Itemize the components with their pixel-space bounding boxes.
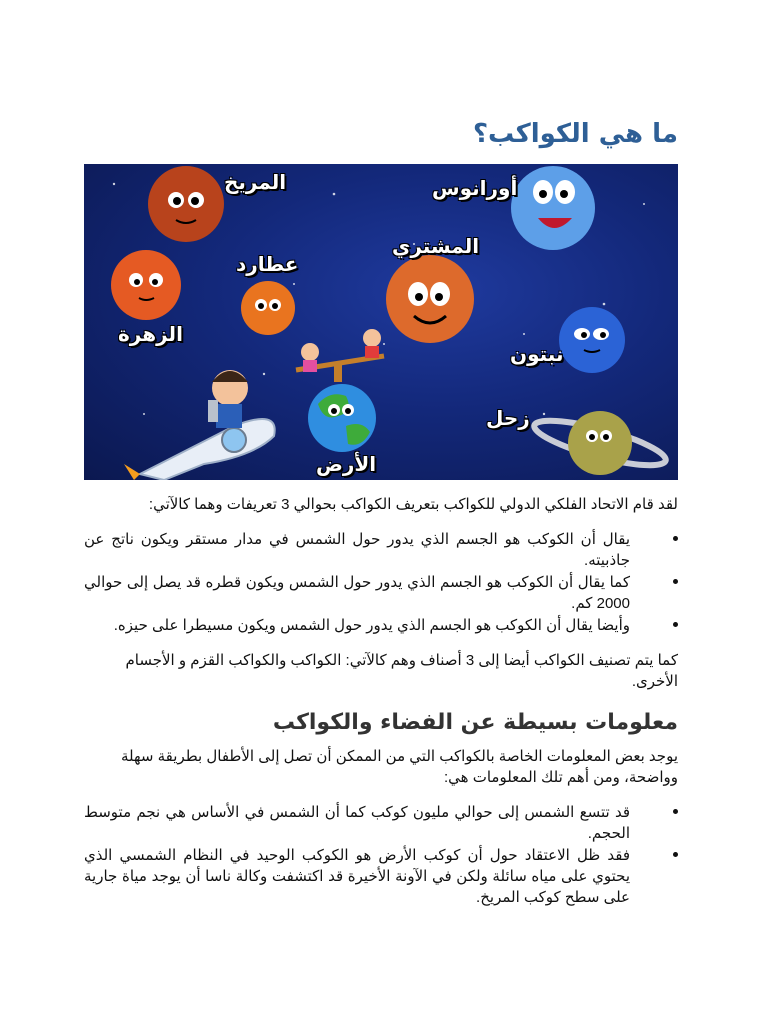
bullet-icon	[673, 579, 678, 584]
definitions-list	[84, 529, 678, 636]
earth-planet	[308, 384, 376, 452]
bullet-icon	[673, 536, 678, 541]
article-title: ما هي الكواكب؟	[472, 119, 678, 149]
intro-paragraph: لقد قام الاتحاد الفلكي الدولي للكواكب بتعريف الكواكب بحوالي 3 تعريفات وهما كالآتي:	[148, 496, 678, 513]
article	[84, 100, 678, 909]
label-neptune: نبتون	[510, 342, 564, 366]
list-item: فقد ظل الاعتقاد حول أن كوكب الأرض هو الكوكب الوحيد في النظام الشمسي الذي يحتوي على مياه سائلة ولكن في الآونة الأخيرة قد اكتشفت وكالة ناسا أن يوجد مياة جارية على سطح كوكب المريخ.	[84, 845, 652, 908]
label-jupiter: المشتري	[392, 234, 480, 258]
mars-planet	[148, 166, 224, 242]
section-intro-paragraph: يوجد بعض المعلومات الخاصة بالكواكب التي من الممكن أن تصل إلى الأطفال بطريقة سهلة وواضحة، ومن أهم تلك المعلومات هي:	[120, 748, 678, 786]
label-uranus: أورانوس	[432, 176, 518, 200]
uranus-planet	[511, 166, 595, 250]
rocket-boy	[124, 370, 275, 480]
list-item: قد تتسع الشمس إلى حوالي مليون كوكب كما أن الشمس في الأساس هي نجم متوسط الحجم.	[84, 802, 652, 844]
label-mars: المريخ	[224, 170, 287, 194]
bullet-icon	[673, 622, 678, 627]
label-saturn: زحل	[486, 406, 530, 430]
seesaw-kids	[296, 329, 384, 382]
label-venus: الزهرة	[118, 322, 183, 346]
label-earth: الأرض	[316, 452, 377, 476]
section-title: معلومات بسيطة عن الفضاء والكواكب	[272, 710, 678, 735]
bullet-icon	[673, 852, 678, 857]
label-mercury: عطارد	[236, 252, 299, 276]
planets-cartoon-image	[84, 164, 678, 480]
saturn-planet	[531, 411, 670, 475]
classification-paragraph: كما يتم تصنيف الكواكب أيضا إلى 3 أصناف وهم كالآتي: الكواكب والكواكب القزم و الأجسام الأخرى.	[125, 652, 678, 690]
venus-planet	[111, 250, 181, 320]
list-item: وأيضا يقال أن الكوكب هو الجسم الذي يدور حول الشمس ويكون مسيطرا على حيزه.	[84, 615, 652, 636]
neptune-planet	[559, 307, 625, 373]
mercury-planet	[241, 281, 295, 335]
bullet-icon	[673, 809, 678, 814]
list-item: يقال أن الكوكب هو الجسم الذي يدور حول الشمس في مدار مستقر ويكون ناتج عن جاذبيته.	[84, 529, 652, 571]
facts-list	[84, 802, 678, 908]
list-item: كما يقال أن الكوكب هو الجسم الذي يدور حول الشمس ويكون قطره قد يصل إلى حوالي 2000 كم.	[84, 572, 652, 614]
jupiter-planet	[386, 255, 474, 343]
